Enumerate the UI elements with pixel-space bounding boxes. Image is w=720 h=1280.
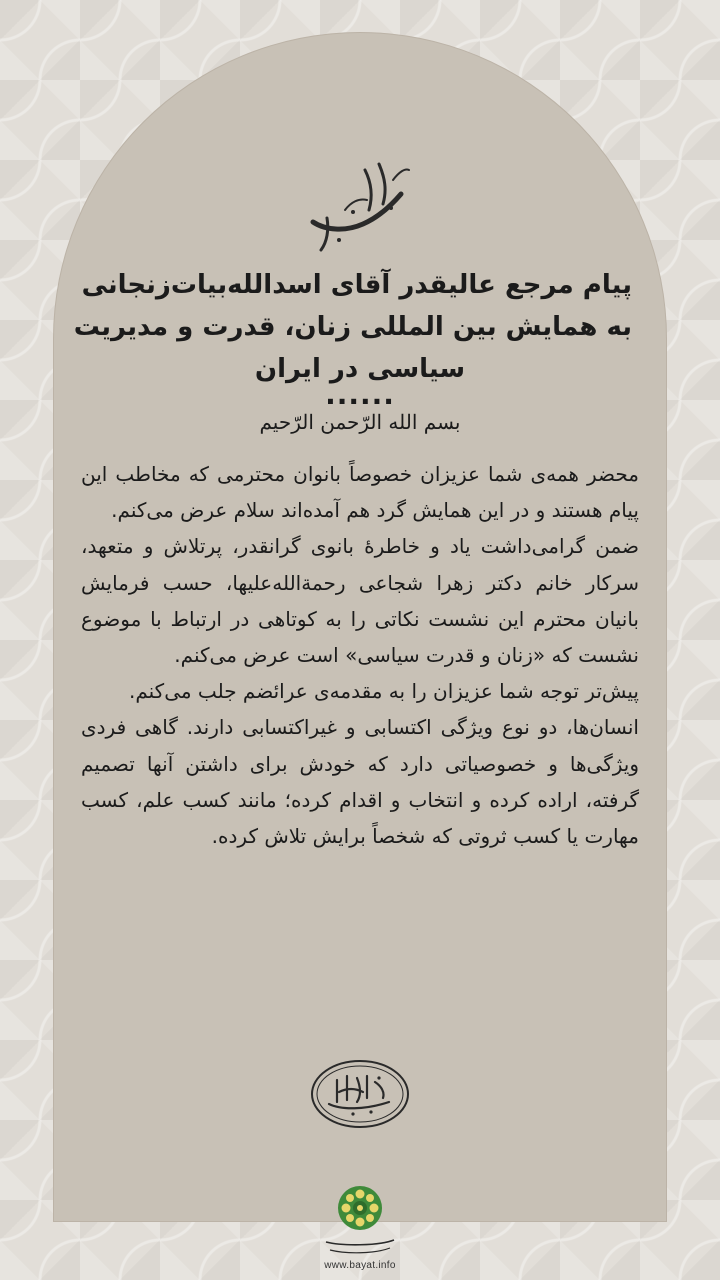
bismillah: بسم الله الرّحمن الرّحیم — [259, 410, 461, 434]
title-line: به همایش بین المللی زنان، قدرت و مدیریت — [73, 312, 632, 342]
title-line: سیاسی در ایران — [254, 354, 466, 384]
title-line: پیام مرجع عالیقدر آقای اسدالله‌بیات‌زنجانی — [81, 270, 632, 300]
website-link[interactable]: www.bayat.info — [324, 1260, 396, 1271]
signature-seal — [309, 1058, 411, 1130]
body-paragraph: محضر همه‌ی شما عزیزان خصوصاً بانوان محترمی که مخاطب این پیام هستند و در این همایش گرد هم آمده‌اند سلام عرض می‌کنم. — [81, 462, 639, 523]
body-paragraph: پیش‌تر توجه شما عزیزان را به مقدمه‌ی عرائضم جلب می‌کنم. — [128, 679, 639, 704]
bayat-logo — [312, 1180, 408, 1270]
message-body — [81, 456, 639, 854]
message-panel — [53, 32, 667, 1222]
body-paragraph: ضمن گرامی‌داشت یاد و خاطرهٔ بانوی گرانقدر، پرتلاش و متعهد، سرکار خانم دکتر زهرا شجاعی رحمةالله‌علیها، حسب فرمایش بانیان محترم این نشست نکاتی را به کوتاهی در ارتباط با موضوع نشست که «زنان و قدرت سیاسی» است عرض می‌کنم. — [81, 534, 639, 668]
body-paragraph: انسان‌ها، دو نوع ویژگی اکتسابی و غیراکتسابی دارند. گاهی فردی ویژگی‌ها و خصوصیاتی دارد که خودش برای داشتن آنها تصمیم گرفته، اراده کرده و انتخاب و اقدام کرده؛ مانند کسب علم، کسب مهارت یا کسب ثروتی که شخصاً برایش تلاش کرده. — [81, 715, 639, 849]
message-title — [73, 264, 632, 390]
basmala-calligraphy — [305, 150, 415, 260]
title-separator: ...... — [325, 378, 395, 411]
